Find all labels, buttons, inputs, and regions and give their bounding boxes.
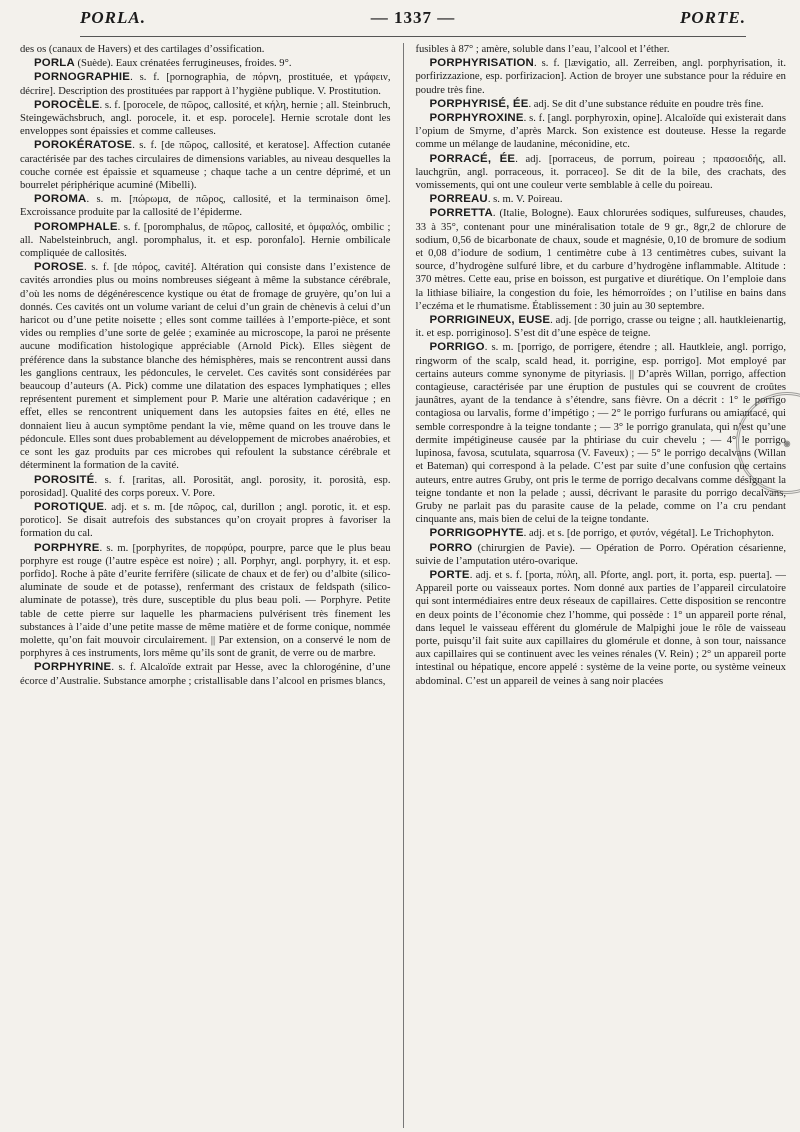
- entry-headword: POROMA: [34, 193, 87, 206]
- entry-headword: PORNOGRAPHIE: [34, 71, 131, 84]
- entry-headword: PORRIGO: [429, 341, 485, 354]
- entry-definition: . s. f. [raritas, all. Porosität, angl. porosity, it. porosità, esp. porosidad]. Qualité des corps poreux. V. Pore.: [20, 474, 391, 499]
- entry-headword: POROMPHALE: [34, 220, 118, 233]
- entry-headword: PORPHYRINE: [34, 661, 112, 674]
- entry-headword: PORRIGOPHYTE: [429, 527, 524, 540]
- entry-headword: PORRACÉ, ÉE: [429, 152, 516, 165]
- dictionary-entry: [415, 207, 786, 313]
- entry-definition: (Suède). Eaux crénatées ferrugineuses, froides. 9°.: [74, 58, 292, 70]
- header-left-word: PORLA.: [80, 8, 146, 27]
- entry-headword: PORRIGINEUX, EUSE: [429, 314, 551, 327]
- dictionary-entry: [20, 474, 391, 500]
- dictionary-entry: [415, 314, 786, 340]
- entry-headword: POROSITÉ: [34, 473, 95, 486]
- entry-definition: (chirurgien de Pavie). — Opération de Porro. Opération césarienne, suivie de l’amputation utéro-ovarique.: [415, 542, 786, 567]
- entry-definition: . s. m. [porrigo, de porrigere, étendre ; all. Hautkleie, angl. porrigo, ringworm of the scalp, scald head, it. porrigine, esp. porrigo]. Mot employé par certains auteurs comme synonyme de pityriasis. || D’après Willan, porrigo, affection contagieuse, caractérisée par une éruption de pustules qui se couvrent de croûtes jaunâtres, ayant de la tendance à s’étendre, sans fièvre. On a décrit : 1° le porrigo contagiosa ou larvalis, forme d’impétigo ; — 2° le porrigo furfurans ou amiantacé, qui semble correspondre à la teigne tondante ; — 3° le porrigo granulata, qui n’est qu’une dermite impétigineuse causée par la phtiriase du cuir chevelu ; — 4° le porrigo lupinosa, favosa, scutulata, squarrosa (V. Faveux) ; — 5° le porrigo decalvans (Willan et Bateman) qui correspond à la pelade. C’est par suite d’une confusion que certains auteurs, entre autres Gruby, ont pris le terme de porrigo decalvans comme désignant la teigne tondante et non la pelade ; aussi, décrivant le parasite du porrigo decalvans, Gruby ne parlait pas du parasite cause de la pelade, comme on l’a cru pendant cinquante ans, mais bien de celui de la teigne tondante.: [415, 342, 786, 526]
- entry-definition: . (Italie, Bologne). Eaux chlorurées sodiques, sulfureuses, chaudes, 33 à 35°, contenant pour une minéralisation totale de 9 gr., 8gr,2 de chlorure de sodium, 0,56 de bicarbonate de chaux, soude et magnésie, 0,10 de bromure de sodium et 0,08 d’iodure de sodium, 1 centimètre cube à 13 centimètres cubes, suivant la source, d’hydrogène sulfuré libre, et du carbure d’hydrogène inflammable. Altitude : 370 mètres. Cette eau, prise en boisson, est purgative et diurétique. On l’emploie dans la lithiase biliaire, la congestion du foie, les hémorroïdes ; on l’utilise en bains dans l’eczéma et le rhumatisme. Établissement : 30 juin au 30 septembre.: [415, 208, 786, 312]
- running-header: [80, 8, 746, 37]
- dictionary-entry: [415, 527, 786, 540]
- dictionary-entry: [415, 193, 786, 206]
- entry-headword: POROTIQUE: [34, 500, 105, 513]
- dictionary-entry: [20, 221, 391, 261]
- entry-headword: PORRO: [429, 541, 473, 554]
- entry-headword: PORPHYRE: [34, 541, 100, 554]
- entry-headword: PORREAU: [429, 193, 488, 206]
- column-divider: [403, 43, 404, 1128]
- entry-definition: . adj. et s. f. [porta, πύλη, all. Pforte, angl. port, it. porta, esp. puerta]. — Appareil porte ou vaisseaux portes. Nom donné aux parties de l’appareil circulatoire qui sont intermédiaires entre deux réseaux de capillaires. Cette disposition se rencontre en deux points de l’économie chez l’homme, qui possède : 1° un appareil porte rénal, dans lequel le vaisseau efférent du glomérule de Malpighi joue le rôle de vaisseau porte, puisqu’il fait suite aux capillaires du glomérule et donne, à son tour, naissance aux capillaires qui se continuent avec les veines rénales (V. Rein) ; 2° un appareil porte intestinal ou hépatique, encore appelé : système de la veine porte, ou système veineux abdominal. C’est un appareil de veines à sang noir placées: [415, 569, 786, 687]
- dictionary-entry: [20, 57, 391, 70]
- dictionary-entry: [415, 542, 786, 568]
- entry-headword: PORLA: [34, 57, 75, 70]
- text-columns: [20, 43, 786, 1128]
- entry-definition: . s. f. [de πῶρος, callosité, et keratose]. Affection cutanée caractérisée par des taches circulaires de dimensions variables, au niveau desquelles la couche cornée est épaissie et squameuse ; chaque tache a un centre déprimé, et un bourrelet périphérique acuminé (Mibelli).: [20, 140, 391, 192]
- dictionary-entry: [20, 139, 391, 192]
- dictionary-entry: [20, 71, 391, 97]
- library-stamp-seal: ◉: [736, 392, 800, 494]
- dictionary-entry: [20, 99, 391, 139]
- entry-definition: . adj. et s. m. [de πῶρος, cal, durillon ; angl. porotic, it. et esp. porotico]. Se disait autrefois des substances qu’on croyait propres à favoriser la formation du cal.: [20, 501, 391, 540]
- entry-definition: . s. f. [pornographia, de πόρνη, prostituée, et γράφειν, décrire]. Description des prostituées par rapport à l’hygiène publique. V. Prostitution.: [20, 72, 391, 97]
- dictionary-entry: [415, 112, 786, 152]
- entry-definition: . adj. [porraceus, de porrum, poireau ; πρασοειδής, all. lauchgrün, angl. porraceous, it. porraceo]. Se dit de la bile, des crachats, des vomissements, qui ont une couleur verte semblable à celle du poireau.: [415, 153, 786, 192]
- dictionary-entry: [20, 193, 391, 219]
- dictionary-entry: [20, 542, 391, 661]
- entry-definition: . s. f. [de πόρος, cavité]. Altération qui consiste dans l’existence de cavités arrondies plus ou moins nombreuses siégeant à même la substance cérébrale, d’où les noms de dégénérescence kystique ou état de fromage de gruyère, qu’on lui a donnés. Ces cavités ont un volume variant de celui d’un grain de chènevis à celui d’un haricot ou d’une petite noisette ; elles sont comme taillées à l’emporte-pièce, et sont vides ou remplies d’une sorte de gelée ; examinée au microscope, la paroi ne présente aucune modification histologique appréciable (Arnold Pick). Elles siègent de préférence dans la substance blanche des hémisphères, mais se rencontrent aussi dans les ganglions centraux, les pédoncules, le cervelet. Ces cavités sont considérées par beaucoup d’auteurs (A. Pick) comme une dilatation des espaces lymphatiques ; elles représentent purement et simplement pour P. Marie une altération cadavérique ; en effet, elles se rencontrent uniquement dans les autopsies faites en été, elles ne donnaient lieu à aucun symptôme pendant la vie, même quand on les trouve dans le pédoncule. Elles sont dues probablement au développement de microbes anaérobies, et ce sont les gaz produits par ces microbes qui refoulent la substance cérébrale et déterminent la formation de la cavité.: [20, 262, 391, 472]
- entry-definition: . s. m. [porphyrites, de πορφύρα, pourpre, parce que le plus beau porphyre est rouge (l’autre espèce est noire) ; all. Porphyr, angl. porphyry, it. et esp. porfido]. Roche à pâte d’eurite ferrifère (silicate de chaux et de fer) ou d’albite (silico-aluminate de soude et de potasse), renfermant des cristaux de feldspath (silico-aluminate de potasse), très dure, susceptible du plus beau poli. — Porphyre. Petite table de cette pierre sur laquelle les pharmaciens pulvérisent très finement les substances à l’aide d’une petite masse de même matière et de forme conique, nommée molette, qu’on fait mouvoir circulairement. || Par extension, on a conservé le nom de porphyres à ces instruments, lors même qu’ils sont de granit, de verre ou de marbre.: [20, 542, 391, 660]
- dictionary-entry: [20, 501, 391, 541]
- entry-definition: . s. f. [poromphalus, de πῶρος, callosité, et ὀμφαλός, ombilic ; all. Nabelsteinbruch, angl. poromphalus, it. et esp. poronfalo]. Hernie ombilicale compliquée de callosités.: [20, 221, 391, 260]
- entry-definition: . s. f. [lævigatio, all. Zerreiben, angl. porphyrisation, it. porfirizzazione, esp. porfirizacion]. Action de broyer une substance pour la réduire en poudre très fine.: [415, 58, 786, 96]
- entry-definition: . s. f. [angl. porphyroxin, opine]. Alcaloïde qui existerait dans l’opium de Smyrne, d’après Marck. Son existence est douteuse. Hesse la regarde comme un mélange de laudanine, méconidine, etc.: [415, 113, 786, 151]
- entry-definition: . adj. [de porrigo, crasse ou teigne ; all. hautkleienartig, it. et esp. porriginoso]. S’est dit d’une espèce de teigne.: [415, 315, 786, 340]
- entry-headword: PORPHYROXINE: [429, 112, 524, 125]
- entry-definition: . s. m. [πώρωμα, de πῶρος, callosité, et la terminaison ôme]. Excroissance produite par la callosité de l’épiderme.: [20, 194, 391, 219]
- dictionary-entry: [20, 261, 391, 472]
- entry-headword: PORPHYRISÉ, ÉE: [429, 97, 529, 110]
- entry-definition: . adj. Se dit d’une substance réduite en poudre très fine.: [528, 98, 764, 110]
- entry-definition: . adj. et s. [de porrigo, et φυτόν, végétal]. Le Trichophyton.: [523, 528, 774, 540]
- dictionary-entry: [415, 98, 786, 111]
- entry-definition: . s. f. Alcaloïde extrait par Hesse, avec la chlorogénine, d’une écorce d’Australie. Substance amorphe ; cristallisable dans l’alcool en prismes blancs,: [20, 662, 391, 687]
- entry-definition: fusibles à 87° ; amère, soluble dans l’eau, l’alcool et l’éther.: [415, 44, 670, 55]
- dictionary-entry: [415, 569, 786, 688]
- entry-headword: POROSE: [34, 261, 84, 274]
- entry-definition: . s. f. [porocele, de πῶρος, callosité, et κήλη, hernie ; all. Steinbruch, Steingewächsbruch, angl. porocele, it. et esp. porocele]. Hernie scrotale dont les enveloppes sont épaissies et comme calleuses.: [20, 99, 391, 138]
- header-right-word: PORTE.: [680, 8, 746, 27]
- entry-headword: PORTE: [429, 568, 470, 581]
- dictionary-entry: [20, 43, 391, 56]
- dictionary-entry: [415, 153, 786, 193]
- entry-definition: des os (canaux de Havers) et des cartilages d’ossification.: [20, 44, 265, 55]
- entry-headword: PORPHYRISATION: [429, 57, 534, 70]
- dictionary-entry: [415, 341, 786, 526]
- dictionary-entry: [415, 43, 786, 56]
- dictionary-entry: [20, 661, 391, 687]
- entry-headword: POROKÉRATOSE: [34, 139, 133, 152]
- left-column: [20, 43, 391, 1128]
- entry-headword: POROCÈLE: [34, 98, 100, 111]
- dictionary-entry: [415, 57, 786, 97]
- entry-definition: . s. m. V. Poireau.: [487, 194, 563, 206]
- right-column: [415, 43, 786, 1128]
- entry-headword: PORRETTA: [429, 207, 493, 220]
- page-number: — 1337 —: [370, 8, 456, 27]
